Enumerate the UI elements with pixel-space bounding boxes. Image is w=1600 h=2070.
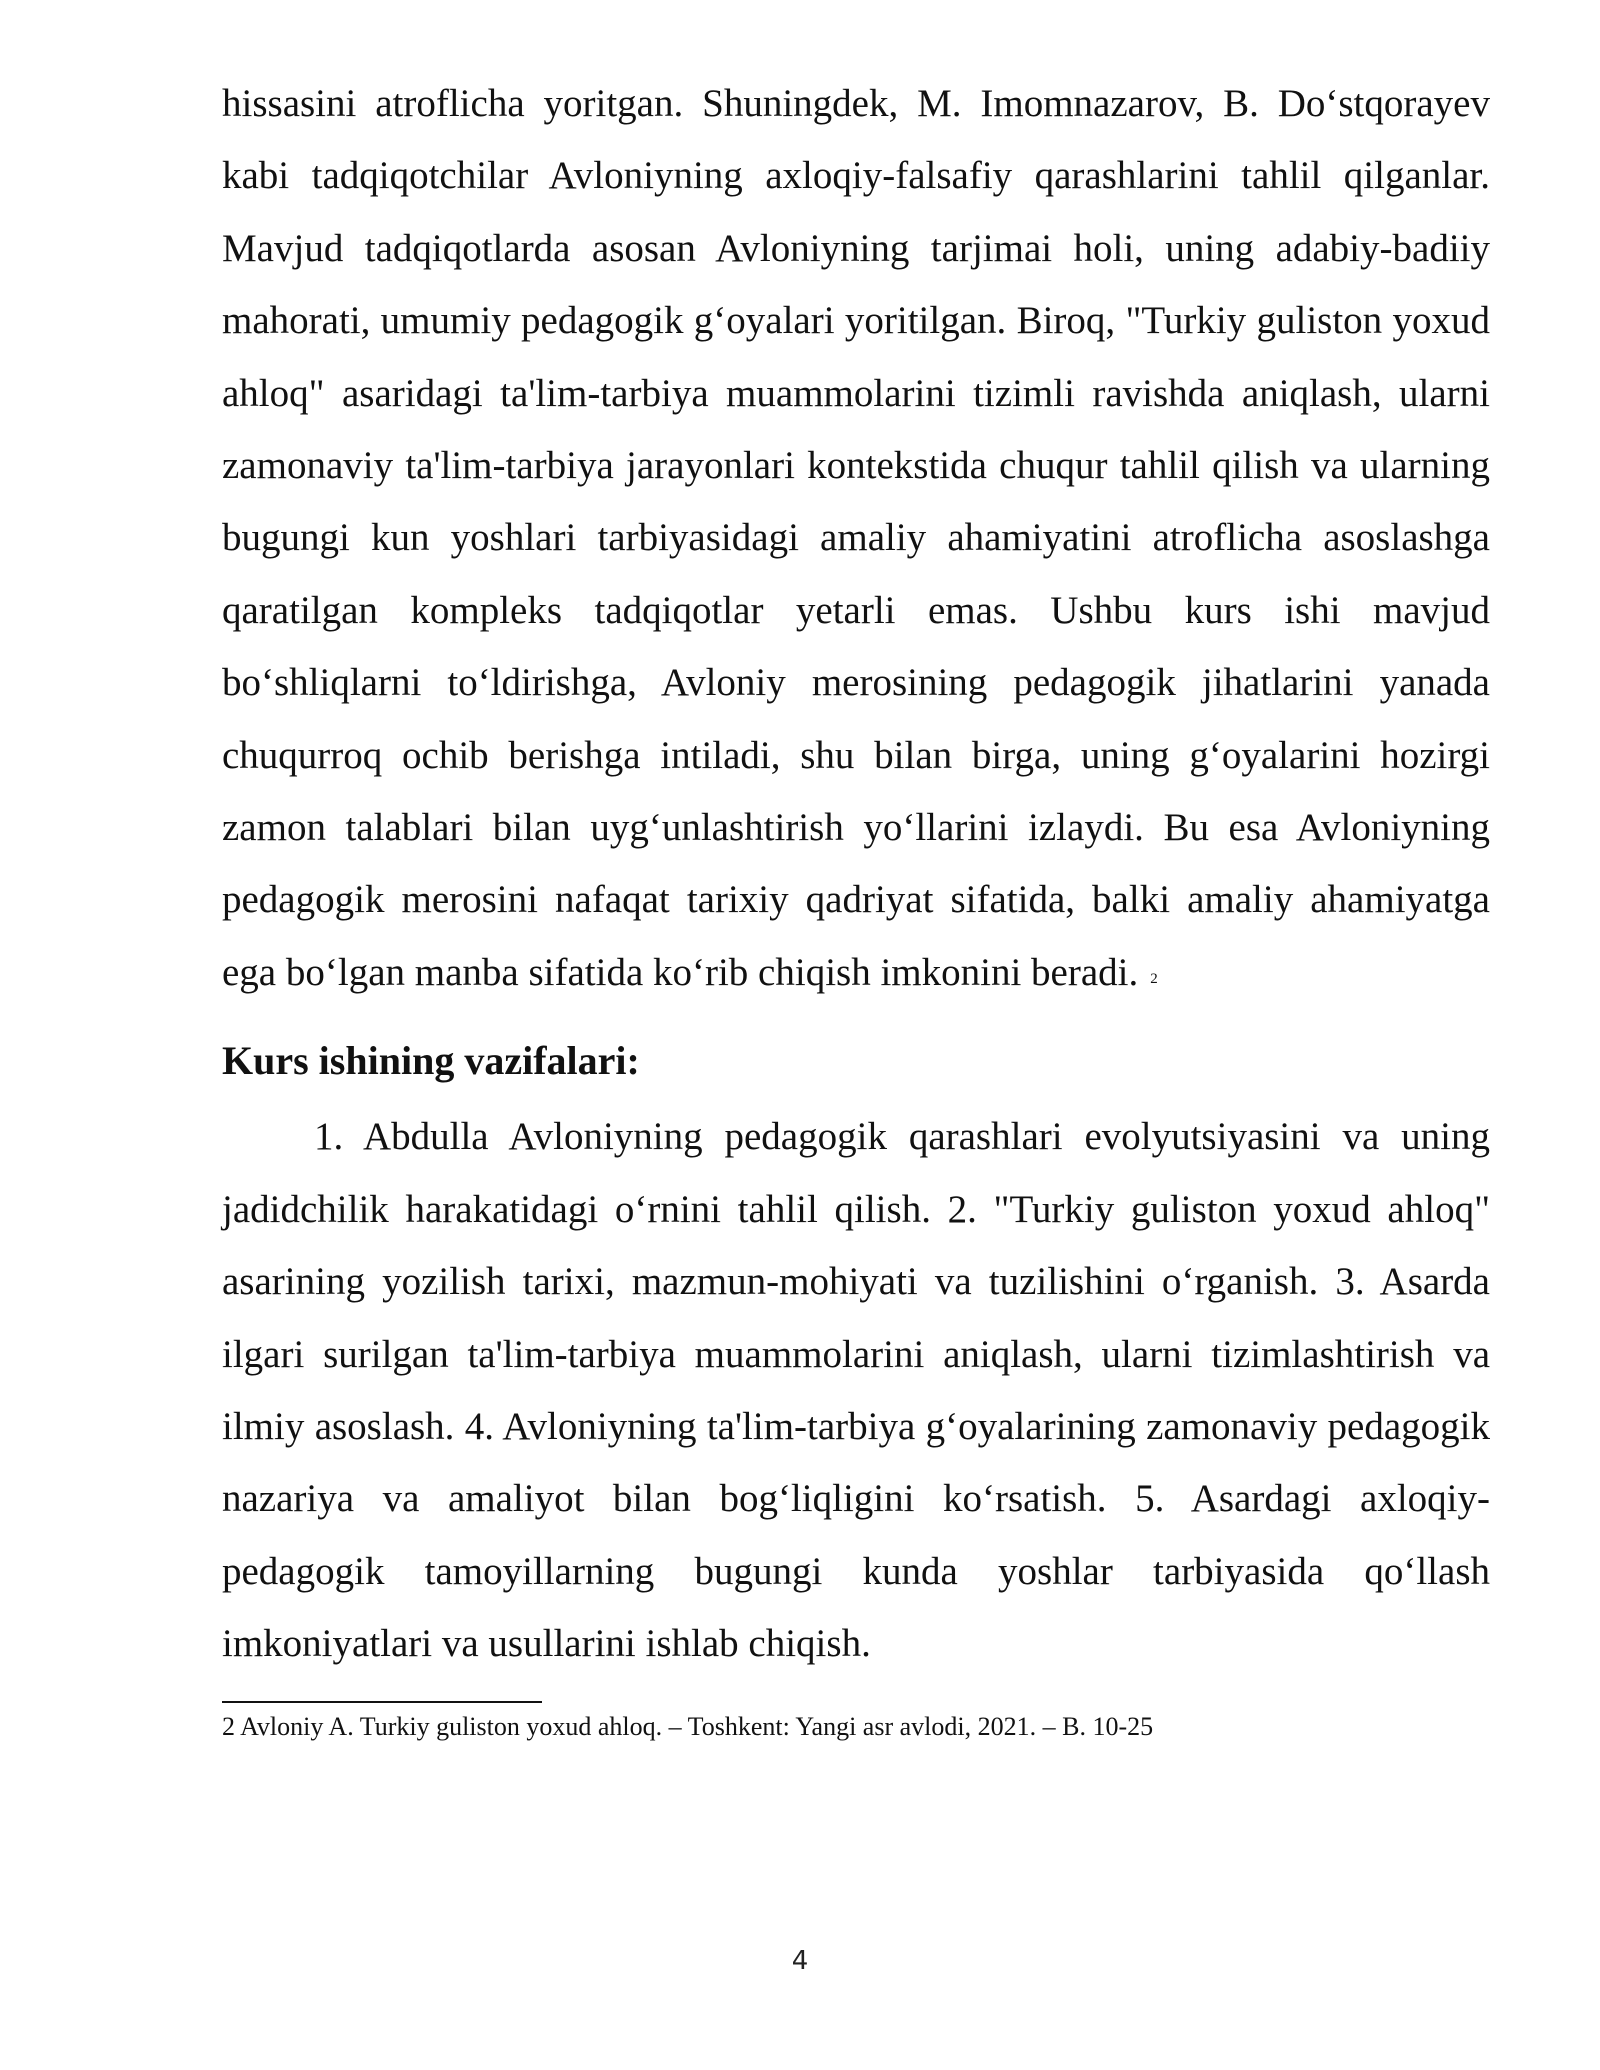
footnote-reference[interactable]: 2 bbox=[1150, 970, 1158, 987]
section-heading: Kurs ishining vazifalari: bbox=[222, 1038, 640, 1084]
body-paragraph-text: hissasini atroflicha yoritgan. Shuningdek, M. Imomnazarov, B. Do‘stqorayev kabi tadqiqotchilar Avloniyning axloqiy-falsafiy qarashlarini tahlil qilganlar. Mavjud tadqiqotlarda asosan Avloniyning tarjimai holi, uning adabiy-badiiy mahorati, umumiy pedagogik g‘oyalari yoritilgan. Biroq, "Turkiy guliston yoxud ahloq" asaridagi ta'lim-tarbiya muammolarini tizimli ravishda aniqlash, ularni zamonaviy ta'lim-tarbiya jarayonlari kontekstida chuqur tahlil qilish va ularning bugungi kun yoshlari tarbiyasidagi amaliy ahamiyatini atroflicha asoslashga qaratilgan kompleks tadqiqotlar yetarli emas. Ushbu kurs ishi mavjud bo‘shliqlarni to‘ldirishga, Avloniy merosining pedagogik jihatlarini yanada chuqurroq ochib berishga intiladi, shu bilan birga, uning g‘oyalarini hozirgi zamon talablari bilan uyg‘unlashtirish yo‘llarini izlaydi. Bu esa Avloniyning pedagogik merosini nafaqat tarixiy qadriyat sifatida, balki amaliy ahamiyatga ega bo‘lgan manba sifatida ko‘rib chiqish imkonini beradi. bbox=[222, 82, 1490, 994]
document-page bbox=[222, 68, 1490, 1743]
body-paragraph bbox=[222, 68, 1490, 1015]
page-number: 4 bbox=[791, 1946, 809, 1976]
tasks-paragraph: 1. Abdulla Avloniyning pedagogik qarashlari evolyutsiyasini va uning jadidchilik harakatidagi o‘rnini tahlil qilish. 2. "Turkiy guliston yoxud ahloq" asarining yozilish tarixi, mazmun-mohiyati va tuzilishini o‘rganish. 3. Asarda ilgari surilgan ta'lim-tarbiya muammolarini aniqlash, ularni tizimlashtirish va ilmiy asoslash. 4. Avloniyning ta'lim-tarbiya g‘oyalarining zamonaviy pedagogik nazariya va amaliyot bilan bog‘liqligini ko‘rsatish. 5. Asardagi axloqiy-pedagogik tamoyillarning bugungi kunda yoshlar tarbiyasida qo‘llash imkoniyatlari va usullarini ishlab chiqish. bbox=[222, 1115, 1490, 1666]
footnote-divider bbox=[222, 1701, 542, 1703]
footnote-text: 2 Avloniy A. Turkiy guliston yoxud ahloq. – Toshkent: Yangi asr avlodi, 2021. – B. 10-25 bbox=[222, 1711, 1154, 1741]
